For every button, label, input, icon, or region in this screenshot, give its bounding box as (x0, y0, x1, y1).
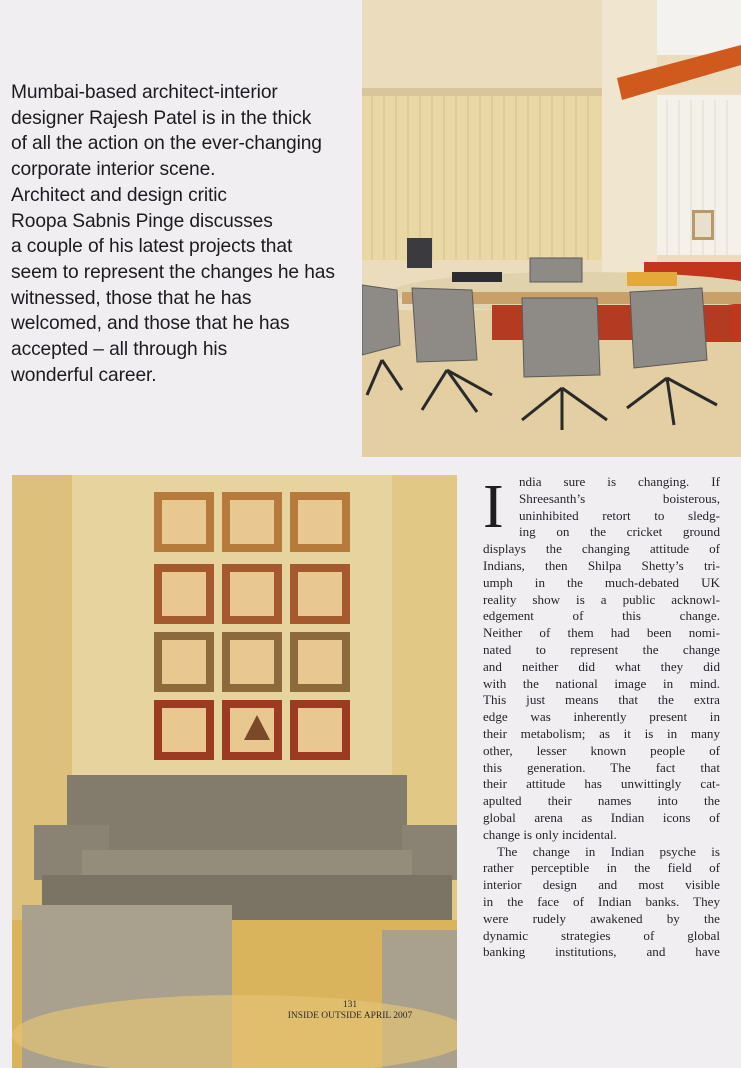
office-photo (362, 0, 741, 457)
intro-deck (11, 80, 356, 388)
article-line: in the face of Indian banks. They (483, 893, 720, 909)
article-line: The change in Indian psyche is (497, 843, 720, 859)
intro-line: Architect and design critic (11, 184, 227, 206)
intro-line: Roopa Sabnis Pinge discusses (11, 210, 273, 232)
article-line: banking institutions, and have (483, 944, 720, 960)
article-line: edge was inherently present in (483, 709, 720, 725)
article-line: Indians, then Shilpa Shetty’s tri- (483, 557, 720, 573)
article-line: and neither did what they did (483, 658, 720, 674)
intro-line: designer Rajesh Patel is in the thick (11, 107, 312, 129)
intro-line: a couple of his latest projects that (11, 236, 293, 258)
intro-line: of all the action on the ever-changing (11, 133, 322, 155)
article-line: global arena as Indian icons of (483, 809, 720, 825)
article-line: dynamic strategies of global (483, 927, 720, 943)
sofa-photo-illustration (12, 475, 457, 1068)
article-line: interior design and most visible (483, 877, 720, 893)
intro-line: accepted – all through his (11, 339, 228, 361)
intro-line: welcomed, and those that he has (11, 313, 290, 335)
dropcap-block (483, 474, 720, 541)
intro-line: Mumbai-based architect-interior (11, 82, 278, 103)
intro-line: corporate interior scene. (11, 159, 216, 181)
article-line: their metabolism; as it is in many (483, 725, 720, 741)
article-line: with the national image in mind. (483, 675, 720, 691)
article-line: rather perceptible in the field of (483, 860, 720, 876)
page-number: 131 (342, 1000, 358, 1010)
article-line: uninhibited retort to sledg- (519, 507, 720, 523)
article-line: this generation. The fact that (483, 759, 720, 775)
article-line: umph in the much-debated UK (483, 574, 720, 590)
article-line: Shreesanth’s boisterous, (519, 490, 720, 506)
article-line: apulted their names into the (483, 793, 720, 809)
article-line: edgement of this change. (483, 608, 720, 624)
article-line: change is only incidental. (483, 826, 617, 842)
article-line: reality show is a public acknowl- (483, 591, 720, 607)
article-line: their attitude has unwittingly cat- (483, 776, 720, 792)
article-line: displays the changing attitude of (483, 541, 720, 557)
article-line: nated to represent the change (483, 641, 720, 657)
article-line: other, lesser known people of (483, 742, 720, 758)
intro-line: seem to represent the changes he has (11, 261, 335, 283)
article-line: ndia sure is changing. If (519, 474, 720, 489)
article-line: ing on the cricket ground (519, 524, 720, 540)
page-folio (250, 1000, 450, 1022)
article-body (483, 474, 720, 961)
intro-line: wonderful career. (11, 364, 157, 386)
article-line: Neither of them had been nomi- (483, 625, 720, 641)
article-line: were rudely awakened by the (483, 910, 720, 926)
article-line: This just means that the extra (483, 692, 720, 708)
office-photo-illustration (362, 0, 741, 457)
publication-name: INSIDE OUTSIDE APRIL 2007 (287, 1011, 413, 1021)
intro-line: witnessed, those that he has (11, 287, 252, 309)
drop-cap: I (483, 473, 504, 541)
sofa-photo (12, 475, 457, 1068)
